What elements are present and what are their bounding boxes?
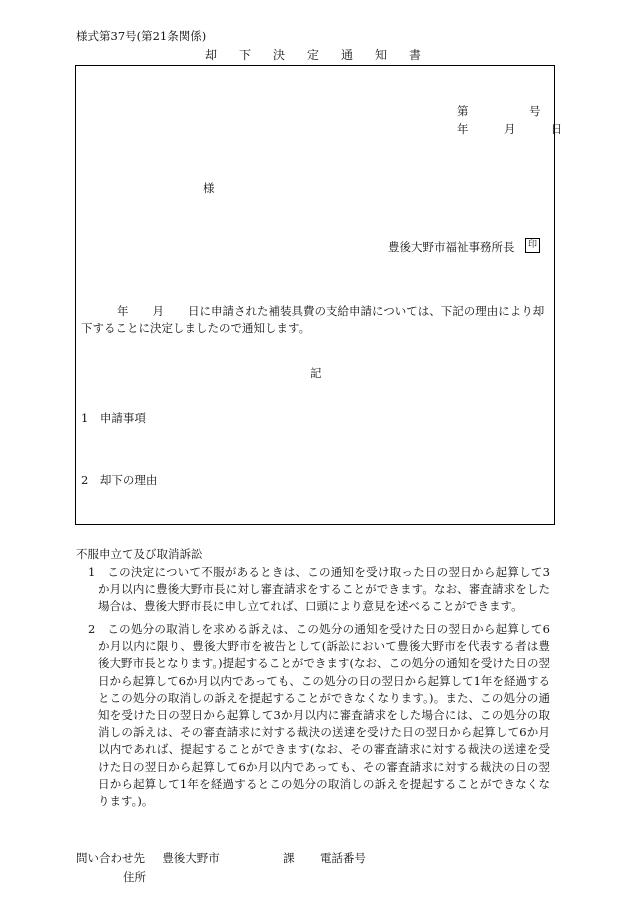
seal-mark: 印 xyxy=(525,238,540,253)
document-number-line xyxy=(457,103,541,119)
appeal-heading: 不服申立て及び取消訴訟 xyxy=(76,547,203,561)
number-suffix: 号 xyxy=(529,104,541,118)
body-month: 月 xyxy=(152,304,164,318)
ki-heading: 記 xyxy=(310,366,322,380)
contact-address-label: 住所 xyxy=(123,870,146,884)
form-number: 様式第37号(第21条関係) xyxy=(76,29,207,43)
contact-section: 課 xyxy=(283,851,295,865)
item-application: 1 申請事項 xyxy=(81,411,146,425)
notice-body xyxy=(81,303,551,337)
date-month: 月 xyxy=(503,122,516,136)
date-day: 日 xyxy=(550,122,563,136)
date-line xyxy=(457,121,562,137)
appeal-paragraph-2: 2 この処分の取消しを求める訴えは、この処分の通知を受けた日の翌日から起算して6か月以内に限り、豊後大野市を被告として(訴訟において豊後大野市を代表する者は豊後大野市長となります。)提起することができます(なお、この処分の通知を受けた日の翌日から起算して6か月以内であっても、この処分の日の翌日から起算して1年を経過するとこの処分の取消しの訴えを提起することができなくなります。)。また、この処分の通知を受けた日の翌日から起算して3か月以内に審査請求をした場合には、この処分の取消しの訴えは、その審査請求に対する裁決の送達を受けた日の翌日から起算して6か月以内であれば、提起することができます(なお、その審査請求に対する裁決の送達を受けた日の翌日から起算して6か月以内であっても、その審査請求に対する裁決の日の翌日から起算して1年を経過するとこの処分の取消しの訴えを提起することができなくなります。)。 xyxy=(88,622,550,809)
contact-line xyxy=(76,850,366,866)
body-text: 日に申請された補装具費の支給申請については、下記の理由により却下することに決定しましたので通知します。 xyxy=(81,304,545,335)
item-rejection-reason: 2 却下の理由 xyxy=(81,473,158,487)
date-year: 年 xyxy=(457,122,469,136)
body-year: 年 xyxy=(117,304,129,318)
contact-label: 問い合わせ先 xyxy=(76,851,145,865)
number-prefix: 第 xyxy=(457,104,469,118)
contact-city: 豊後大野市 xyxy=(162,851,220,865)
contact-phone-label: 電話番号 xyxy=(319,851,366,865)
document-title: 却下決定通知書 xyxy=(205,48,444,62)
addressee-suffix: 様 xyxy=(203,181,215,195)
issuer-name: 豊後大野市福祉事務所長 xyxy=(388,240,515,254)
appeal-paragraph-1: 1 この決定について不服があるときは、この通知を受け取った日の翌日から起算して3か月以内に豊後大野市長に対し審査請求をすることができます。なお、審査請求をした場合は、豊後大野市長に申し立てれば、口頭により意見を述べることができます。 xyxy=(88,565,550,614)
